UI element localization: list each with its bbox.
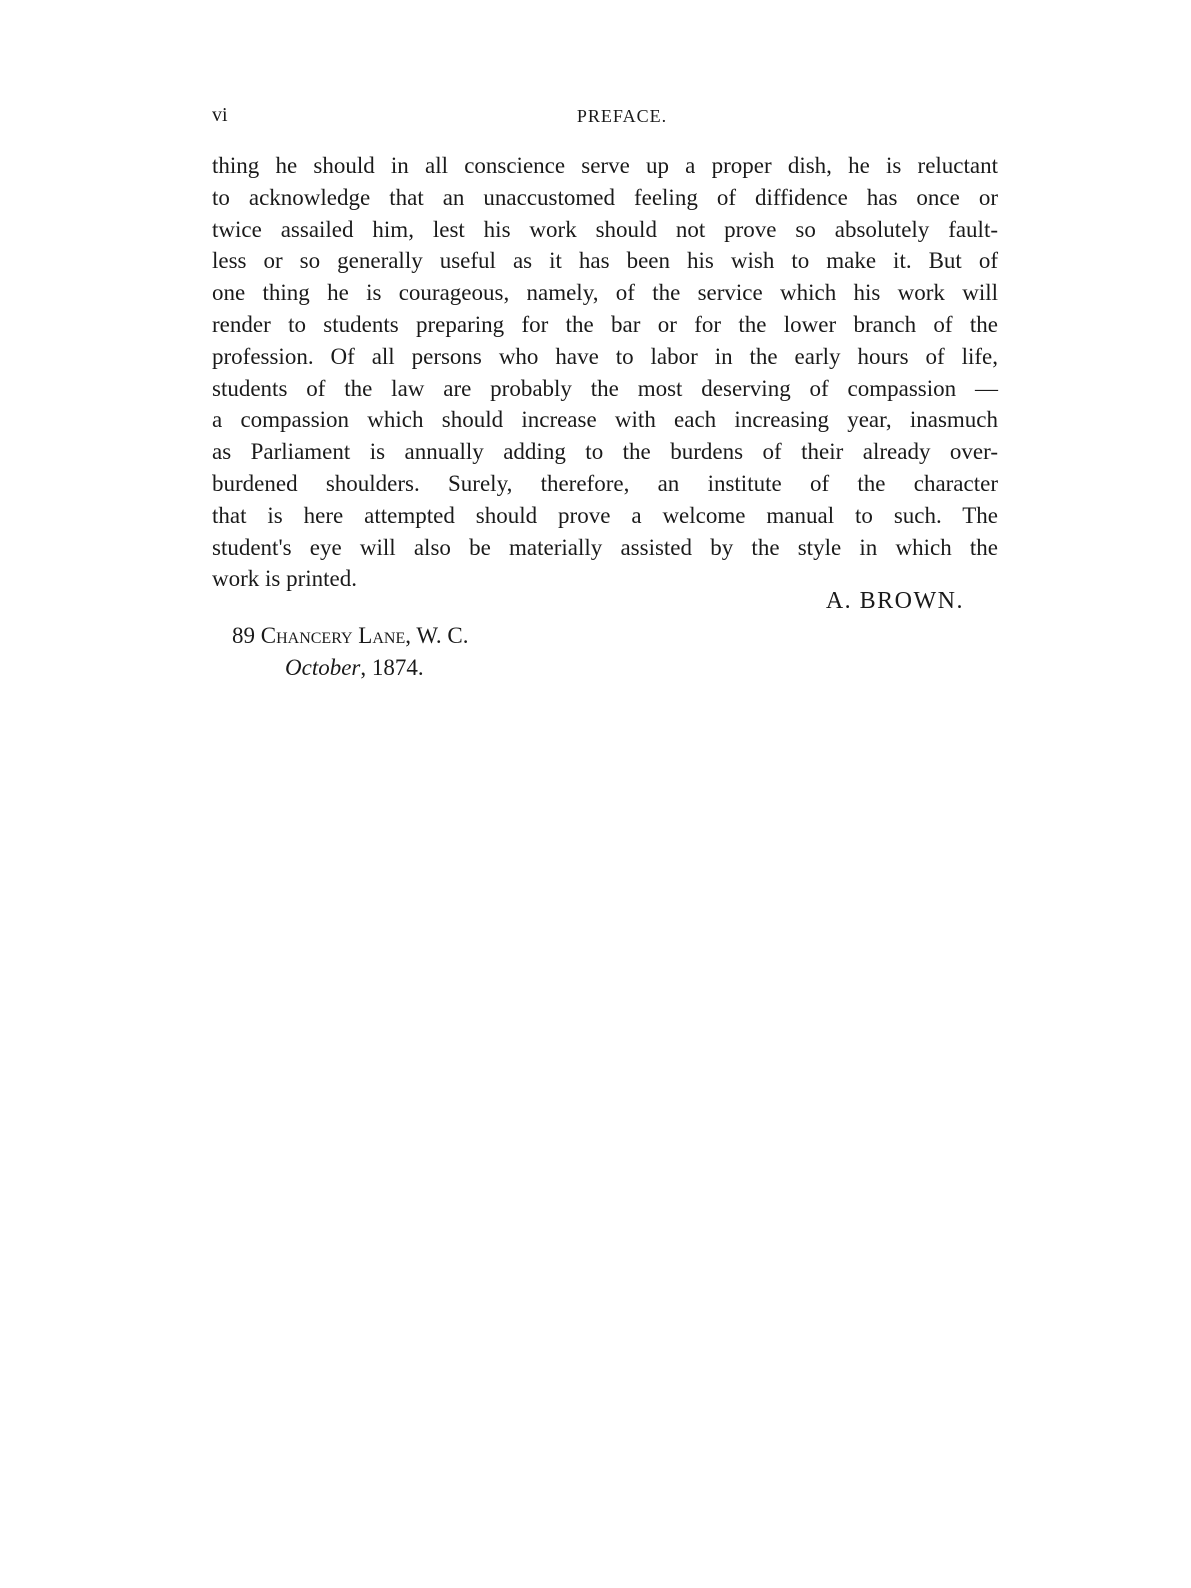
running-title: PREFACE. [576, 106, 668, 126]
author-signature: A. BROWN. [825, 588, 964, 614]
text-line: a compassion which should increase with each increasing year, inasmuch [212, 407, 998, 433]
text-line: burdened shoulders. Surely, therefore, an institute of the character [212, 470, 998, 496]
text-line: students of the law are probably the most deserving of compassion — [212, 375, 998, 401]
date-year: 1874. [371, 655, 424, 680]
address-block [232, 620, 469, 684]
text-line: profession. Of all persons who have to labor in the early hours of life, [212, 343, 998, 369]
text-line: to acknowledge that an unaccustomed feeling of diffidence has once or [212, 184, 998, 210]
preface-paragraph [212, 150, 998, 595]
street-number: 89 [232, 623, 255, 648]
text-line: thing he should in all conscience serve up a proper dish, he is reluctant [212, 153, 998, 178]
text-line: render to students preparing for the bar or for the lower branch of the [212, 311, 998, 337]
text-line: student's eye will also be materially assisted by the style in which the [212, 534, 998, 560]
date-month: October [285, 655, 361, 680]
running-head [212, 104, 992, 132]
address-line: 89 Chancery Lane, W. C. [232, 623, 469, 648]
text-line: twice assailed him, lest his work should not prove so absolutely fault- [212, 216, 998, 242]
text-line: as Parliament is annually adding to the burdens of their already over- [212, 439, 998, 465]
text-line: less or so generally useful as it has been his wish to make it. But of [212, 248, 998, 274]
text-line: work is printed. [212, 566, 358, 592]
date-line: October, 1874. [285, 655, 424, 680]
text-line: one thing he is courageous, namely, of the service which his work will [212, 280, 998, 306]
street-name: Chancery Lane [260, 623, 406, 648]
postal-district: W. C. [416, 623, 469, 648]
text-line: that is here attempted should prove a welcome manual to such. The [212, 502, 998, 528]
page-number: vi [212, 104, 228, 126]
